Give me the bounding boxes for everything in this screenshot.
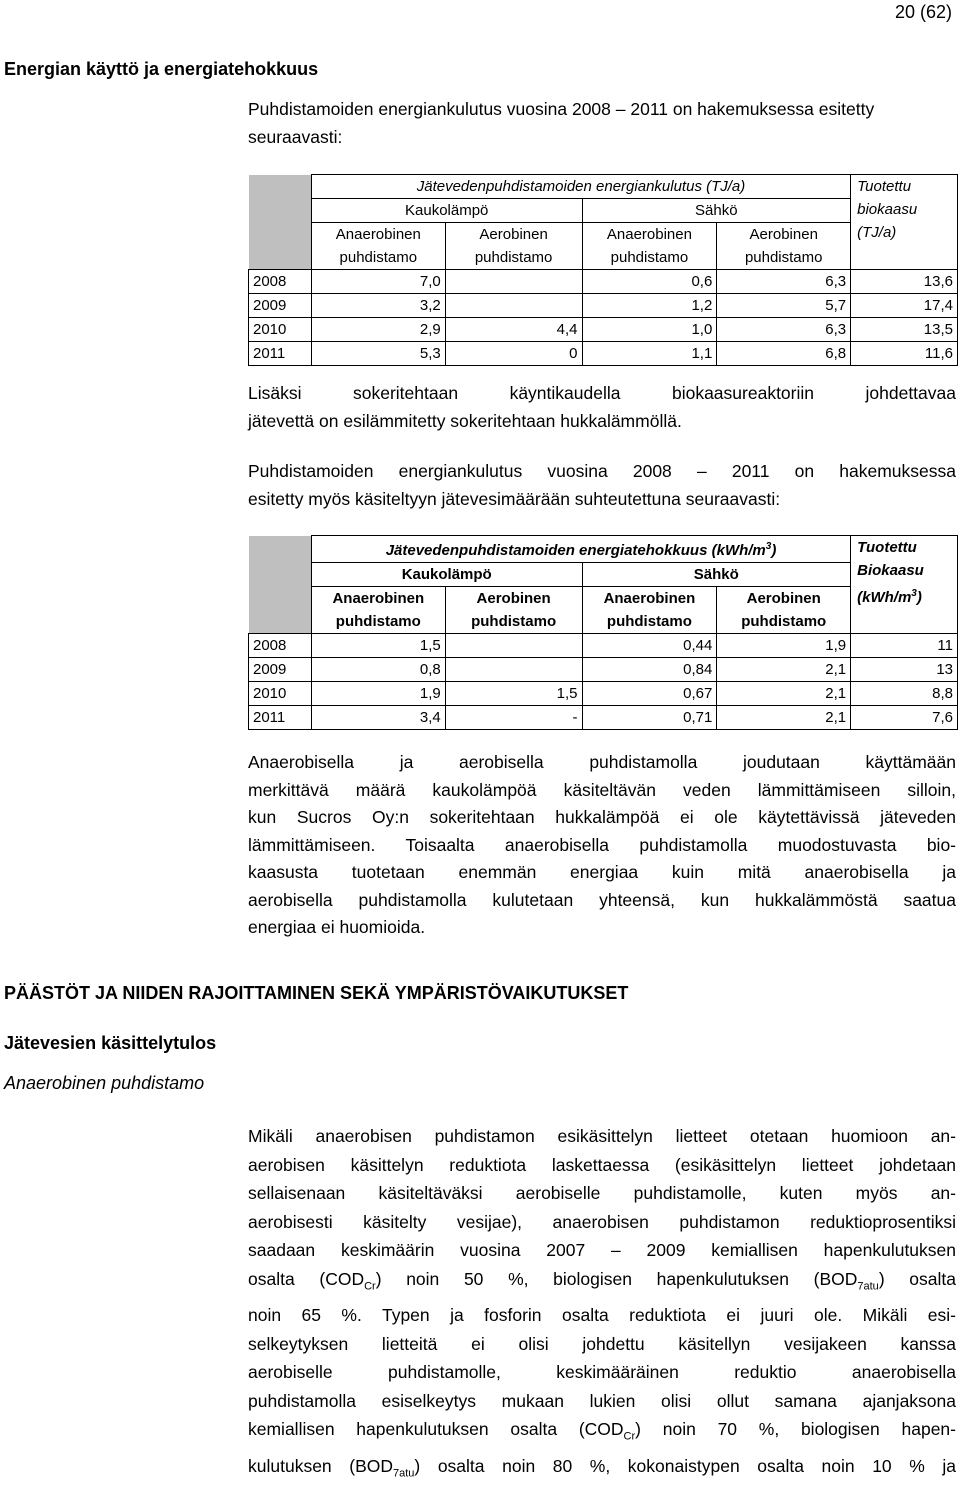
table2-corner: [249, 536, 312, 634]
table2-biogas-header: Tuotettu Biokaasu $(kWh/m^3)$: [851, 536, 958, 634]
table-row: 2011 5,3 0 1,1 6,8 11,6: [249, 342, 958, 366]
table-row: 2009 3,2 1,2 5,7 17,4: [249, 294, 958, 318]
table1-col-plant: puhdistamo: [582, 246, 717, 270]
table2-col-anaerobic: Anaerobinen: [311, 587, 445, 611]
table1-col-anaerobic: Anaerobinen: [582, 223, 717, 247]
table2-col-plant: puhdistamo: [445, 610, 582, 634]
subsubheading-anaerobic-plant: Anaerobinen puhdistamo: [4, 1073, 205, 1093]
table-row: 2008 7,0 0,6 6,3 13,6: [249, 270, 958, 294]
table2-col-plant: puhdistamo: [311, 610, 445, 634]
intro-paragraph-1-text: Puhdistamoiden energiankulutus vuosina 2008 – 2011 on hakemuksessa esitetty seuraavasti:: [248, 99, 875, 147]
section-heading-emissions: PÄÄSTÖT JA NIIDEN RAJOITTAMINEN SEKÄ YMPÄRISTÖVAIKUTUKSET: [4, 983, 629, 1003]
table2-col-plant: puhdistamo: [717, 610, 851, 634]
paragraph-preheating-line1: Lisäksi sokeritehtaan käyntikaudella biokaasureaktoriin johdettavaa: [248, 383, 956, 403]
table1-group-electricity: Sähkö: [582, 199, 851, 223]
section-heading-energy: Energian käyttö ja energiatehokkuus: [4, 59, 319, 79]
paragraph-intro2-line1: Puhdistamoiden energiankulutus vuosina 2008 – 2011 on hakemuksessa: [248, 461, 956, 481]
table-row: 2010 2,9 4,4 1,0 6,3 13,5: [249, 318, 958, 342]
table1-col-plant: puhdistamo: [445, 246, 582, 270]
table-row: 2009 0,8 0,84 2,1 13: [249, 658, 958, 682]
table-row: 2008 1,5 0,44 1,9 11: [249, 634, 958, 658]
table2-col-aerobic: Aerobinen: [717, 587, 851, 611]
table2-col-plant: puhdistamo: [582, 610, 717, 634]
paragraph-intro2-line2: esitetty myös käsiteltyyn jätevesimäärään suhteutettuna seuraavasti:: [248, 489, 781, 509]
table1-corner: [249, 175, 312, 270]
table2-col-anaerobic: Anaerobinen: [582, 587, 717, 611]
table1-col-anaerobic: Anaerobinen: [311, 223, 445, 247]
table1-col-aerobic: Aerobinen: [445, 223, 582, 247]
energy-efficiency-table: [248, 535, 958, 730]
table1-group-district-heat: Kaukolämpö: [311, 199, 582, 223]
paragraph-district-heat: Anaerobisella ja aerobisella puhdistamolla joudutaan käyttämään merkittävä määrä kaukolämpöä käsiteltävän veden lämmittämiseen silloin, kun Sucros Oy:n sokeritehtaan hukkalämpöä ei ole käytettävissä jäteveden lämmittämiseen. Toisaalta anaerobisella puhdistamolla muodostuvasta bio- kaasusta tuotetaan enemmän energiaa kuin mitä anaerobisella ja aerobisella puhdistamolla kulutetaan yhteensä, kun hukkalämmöstä saatua energiaa ei huomioida.: [248, 752, 956, 937]
table-row: 2011 3,4 - 0,71 2,1 7,6: [249, 706, 958, 730]
table2-col-aerobic: Aerobinen: [445, 587, 582, 611]
table2-title: Jätevedenpuhdistamoiden energiatehokkuus $(kWh/m^3)$: [311, 536, 850, 563]
page-number: 20 (62): [894, 2, 952, 22]
table1-title: Jätevedenpuhdistamoiden energiankulutus (TJ/a): [311, 175, 850, 199]
table1-col-aerobic: Aerobinen: [717, 223, 851, 247]
table2-group-electricity: Sähkö: [582, 563, 851, 587]
table-row: 2010 1,9 1,5 0,67 2,1 8,8: [249, 682, 958, 706]
energy-consumption-table: [248, 174, 958, 366]
table1-col-plant: puhdistamo: [717, 246, 851, 270]
table1-biogas-header: Tuotettu biokaasu (TJ/a): [851, 175, 958, 270]
table1-col-plant: puhdistamo: [311, 246, 445, 270]
subheading-wastewater-result: Jätevesien käsittelytulos: [4, 1033, 217, 1053]
table2-group-district-heat: Kaukolämpö: [311, 563, 582, 587]
paragraph-reduction: Mikäli anaerobisen puhdistamon esikäsittelyn lietteet otetaan huomioon an- aerobisen käsittelyn reduktiota laskettaessa (esikäsittelyn lietteet johdetaan sellaisenaan käsiteltäväksi aerobiselle puhdistamolle, kuten myös an- aerobisesti käsitelty vesijae), anaerobisen puhdistamon reduktioprosentiksi saadaan keskimäärin vuosina 2007 – 2009 kemiallisen hapenkulutuksen osalta $(COD_{Cr})$ noin 50 %, biologisen hapenkulutuksen $(BOD_{7atu})$ osalta noin 65 %. Typen ja fosforin osalta reduktiota ei juuri ole. Mikäli esi- selkeytyksen liettеitä ei olisi johdettu käsitellyn vesijakeen kanssa aerobiselle puhdistamolle, keskimääräinen reduktio anaerobisella puhdistamolla esiselkeytys mukaan lukien olisi ollut samana ajanjaksona kemiallisen hapenkulutuksen osalta $(COD_{Cr})$ noin 70 %, biologisen hapen- kulutuksen $(BOD_{7atu})$ osalta noin 80 %, kokonaistypen osalta noin 10 % ja: [248, 1126, 957, 1480]
paragraph-preheating-line2: jätevettä on esilämmitetty sokeritehtaan hukkalämmöllä.: [248, 411, 682, 431]
